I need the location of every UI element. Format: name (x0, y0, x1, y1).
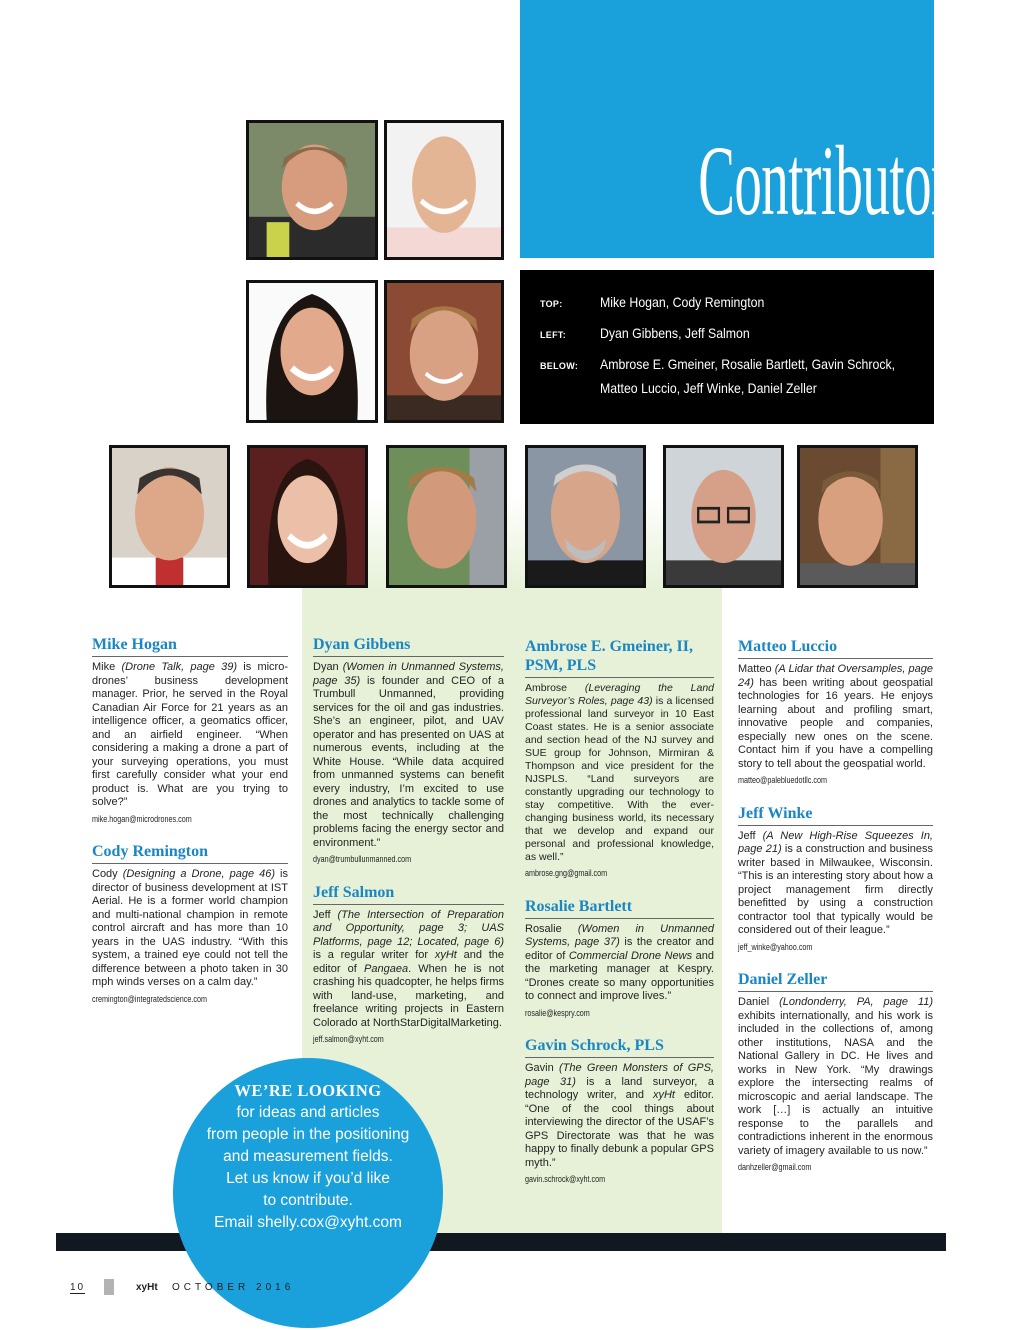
bio-text-body: is the creator and editor of (525, 936, 714, 962)
caption-names: Mike Hogan, Cody Remington (600, 294, 765, 310)
bio-text-body: is micro-drones’ business development manager. Prior, he served in the Royal Canadian Air Force for 21 years as an intelligence officer, a geomatics officer, and an airfield engineer. “When considering a making a drone a part of your surveying operations, you must first carefully consider what your end product is. What are you trying to solve?” (92, 661, 288, 808)
bio-email[interactable]: rosalie@kespry.com (525, 1007, 590, 1018)
caption-label: TOP: (540, 299, 563, 309)
portrait-image (249, 283, 375, 420)
cta-heading: WE’RE LOOKING (234, 1081, 382, 1100)
title-banner (520, 0, 970, 258)
bio-reference: (Drone Talk, page 39) (121, 661, 238, 673)
folio-date: OCTOBER 2016 (172, 1282, 295, 1293)
photo-ambrose-gmeiner (109, 445, 230, 588)
photo-matteo-luccio (525, 445, 646, 588)
photo-jeff-salmon (384, 280, 504, 423)
bio-text-pre: Dyan (313, 661, 343, 673)
bio-email[interactable]: dyan@trumbullunmanned.com (313, 854, 412, 864)
page-title: Contributors (698, 125, 970, 236)
bio-rosalie-bartlett (525, 897, 714, 1021)
column-3 (525, 637, 714, 1203)
portrait-image (249, 123, 375, 257)
photo-rosalie-bartlett (247, 445, 368, 588)
bio-text-body: is a regular writer for (313, 949, 435, 961)
bio-publication: Commercial Drone News (568, 949, 693, 962)
folio-brand: xyHt (136, 1282, 158, 1293)
bio-name: Gavin Schrock, PLS (525, 1036, 714, 1058)
bio-name: Dyan Gibbens (313, 635, 504, 657)
bio-name: Daniel Zeller (738, 970, 933, 992)
bio-name: Mike Hogan (92, 635, 288, 657)
bio-text-pre: Matteo (738, 663, 775, 675)
bio-ambrose-gmeiner (525, 637, 714, 881)
caption-label: BELOW: (540, 361, 579, 371)
bio-mike-hogan (92, 635, 288, 826)
photo-mike-hogan (246, 120, 378, 260)
bio-text-body: is a construction and business writer based in Milwaukee, Wisconsin. “This is an interesting story about how a project management firm directly benefitted by using a construction contractor tool that typically would be considered out of their league.” (738, 843, 933, 936)
column-1 (92, 635, 288, 1022)
bio-text-pre: Rosalie (525, 922, 578, 935)
bio-name: Cody Remington (92, 842, 288, 864)
bio-reference: (A Lidar that Oversamples, page 24) (738, 663, 934, 689)
bio-text (525, 923, 714, 1004)
bio-text (738, 830, 933, 938)
bio-email[interactable]: danhzeller@gmail.com (738, 1162, 812, 1172)
bio-jeff-winke (738, 804, 933, 955)
bio-text-body: is a land surveyor, a technology writer, and (525, 1075, 714, 1101)
bio-text (313, 661, 504, 850)
bio-text (313, 909, 504, 1031)
cta-email-line[interactable]: Email shelly.cox@xyht.com (214, 1214, 402, 1231)
bio-text-body: . When he is not crashing his quadcopter, he helps firms with land-use, marketing, and freelance writing projects in Eastern Colorado at NorthStarDigitalMarketing. (313, 962, 504, 1029)
portrait-image (387, 123, 501, 257)
bio-email[interactable]: mike.hogan@microdrones.com (92, 813, 192, 824)
bio-text-pre: Jeff (313, 908, 338, 921)
bio-reference: (A New High-Rise Squeezes In, page 21) (738, 829, 933, 855)
bio-name: Matteo Luccio (738, 637, 933, 659)
bio-matteo-luccio (738, 637, 933, 788)
bio-text-body: and the editor of (313, 949, 504, 975)
bio-text-body: has been writing about geospatial technologies for 16 years. He enjoys learning about and profiling smart, innovative people and companies, especially new ones on the scene. Contact him if you have a compelling story to tell about the geospatial world. (738, 676, 933, 770)
bio-text-pre: Mike (92, 661, 122, 673)
bio-text-pre: Ambrose (525, 682, 585, 694)
portrait-image (528, 448, 643, 585)
column-2 (313, 635, 504, 1063)
bio-text-pre: Daniel (738, 996, 780, 1008)
cta-line: from people in the positioning (206, 1126, 410, 1143)
bio-text (525, 682, 714, 864)
bio-cody-remington (92, 842, 288, 1006)
bio-email[interactable]: jeff_winke@yahoo.com (738, 941, 813, 952)
bio-reference: (Leveraging the Land Surveyor’s Roles, page 43) (525, 682, 714, 707)
bio-email[interactable]: cremington@integratedscience.com (92, 993, 207, 1004)
bio-reference: (Women in Unmanned Systems, page 35) (313, 661, 504, 687)
bio-email[interactable]: gavin.schrock@xyht.com (525, 1174, 606, 1184)
bio-daniel-zeller (738, 970, 933, 1175)
bio-jeff-salmon (313, 883, 504, 1047)
bio-publication: Pangaea (364, 962, 409, 975)
portrait-image (389, 448, 504, 585)
caption-names: Dyan Gibbens, Jeff Salmon (600, 325, 750, 341)
bio-reference: (The Green Monsters of GPS, page 31) (525, 1062, 714, 1088)
photo-jeff-winke (663, 445, 784, 588)
photo-daniel-zeller (797, 445, 918, 588)
bio-gavin-schrock (525, 1036, 714, 1187)
bio-text (738, 996, 933, 1158)
bio-text (525, 1062, 714, 1170)
photo-gavin-schrock (386, 445, 507, 588)
bio-reference: (Designing a Drone, page 46) (122, 868, 276, 880)
bio-publication: xyHt (434, 949, 457, 961)
bio-text-body: is a licensed professional land surveyor in 10 East Coast states. He is a senior associate and section head of the NJ survey and SUE group for Johnson, Mirmiran & Thompson and vice president for the NJSPLS. “Land surveyors are constantly upgrading our technology to stay competitive. With the ever-changing business world, its necessary that we develop and expand our personal and professional knowledge, as well.” (525, 695, 714, 863)
bio-text-pre: Gavin (525, 1062, 560, 1074)
photo-caption-box (520, 270, 934, 424)
bio-text-pre: Cody (92, 868, 123, 880)
bio-dyan-gibbens (313, 635, 504, 867)
caption-names: Ambrose E. Gmeiner, Rosalie Bartlett, Gavin Schrock, (600, 356, 896, 372)
cta-line: for ideas and articles (236, 1104, 380, 1121)
caption-label: LEFT: (540, 330, 566, 340)
page-number: 10 (70, 1282, 86, 1293)
bio-text (92, 661, 288, 810)
portrait-image (250, 448, 365, 585)
bio-text-body: exhibits internationally, and his work is included in the collections of, among other institutions, NASA and the National Gallery in DC. He lives and works in New York. “My drawings explore the intersecting realms of microscopic and aerial landscape. The work […] is actually an intuitive response to the parallels and contradictions inherent in the enormous variety of imagery available to us now.” (738, 1009, 933, 1157)
portrait-image (800, 448, 915, 585)
bio-text-pre: Jeff (738, 829, 763, 842)
bio-reference: (Women in Unmanned Systems, page 37) (525, 922, 714, 948)
bio-text-body: and the marketing manager at Kespry. “Drones create so many opportunities to connect and improve lives.” (525, 949, 714, 1002)
call-to-action-text (173, 1080, 443, 1234)
bio-text (738, 663, 933, 771)
bio-name: Ambrose E. Gmeiner, II, PSM, PLS (525, 637, 714, 678)
bio-name: Jeff Winke (738, 804, 933, 826)
bio-text-body: is director of business development at IST Aerial. He is a former world champion and multi-national champion in remote control aircraft and has more than 10 years in the UAS industry. “With this system, a trained eye could not tell the difference between a photo taken in 30 mph winds verses on a calm day.” (92, 868, 289, 988)
portrait-image (387, 283, 501, 420)
column-4 (738, 637, 933, 1191)
bio-text-body: is founder and CEO of a Trumbull Unmanned, providing services for the oil and gas industries. She’s an engineer, pilot, and UAV operator and has presented on UAS at numerous events, including at the White House. “While data acquired from unmanned systems can benefit every industry, I’m excited to use drones and analytics to tackle some of the most technically challenging problems facing the energy sector and environment.” (313, 674, 504, 849)
bio-email[interactable]: matteo@palebluedotllc.com (738, 775, 827, 785)
bio-reference: (The Intersection of Preparation and Opportunity, page 3; UAS Platforms, page 12; Located, page 6) (313, 908, 504, 948)
cta-line: to contribute. (263, 1192, 353, 1209)
bio-email[interactable]: ambrose.gng@gmail.com (525, 868, 608, 878)
bio-text (92, 868, 288, 990)
bio-reference: (Londonderry, PA, page 11) (779, 996, 933, 1008)
bio-email[interactable]: jeff.salmon@xyht.com (313, 1034, 384, 1044)
photo-cody-remington (384, 120, 504, 260)
folio-divider (104, 1279, 114, 1295)
portrait-image (112, 448, 227, 585)
bio-name: Jeff Salmon (313, 883, 504, 905)
bio-name: Rosalie Bartlett (525, 897, 714, 919)
photo-dyan-gibbens (246, 280, 378, 423)
cta-line: and measurement fields. (223, 1148, 393, 1165)
bio-text-body: editor. “One of the cool things about interviewing the director of the USAF’s GPS Directorate was that he was happy to finally debunk a popular GPS myth.” (525, 1089, 714, 1169)
bio-publication: xyHt (652, 1089, 675, 1101)
portrait-image (666, 448, 781, 585)
cta-line: Let us know if you’d like (226, 1170, 390, 1187)
caption-names: Matteo Luccio, Jeff Winke, Daniel Zeller (600, 380, 817, 396)
